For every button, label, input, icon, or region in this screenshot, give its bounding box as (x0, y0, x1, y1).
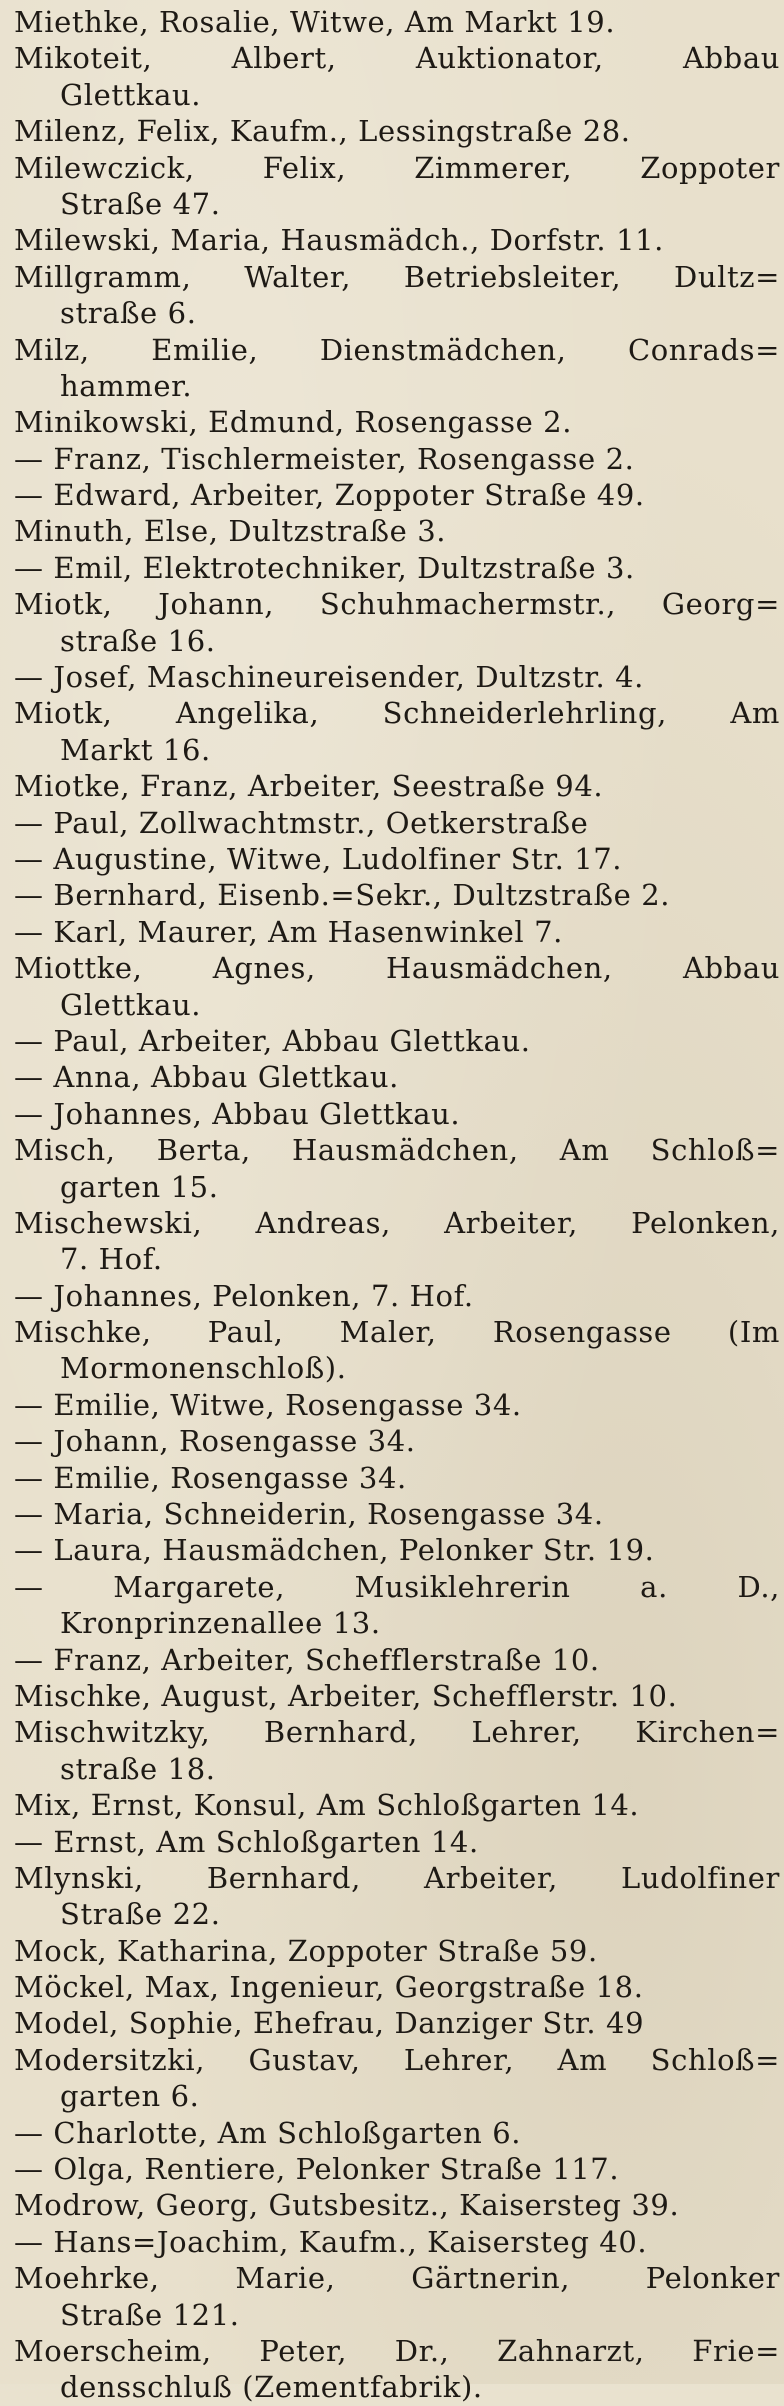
entry-line: — Paul, Zollwachtmstr., Oetkerstraße (14, 805, 589, 840)
directory-entry (14, 1787, 780, 1823)
entry-line: Modrow, Georg, Gutsbesitz., Kaisersteg 39. (14, 2188, 680, 2223)
entry-line: — Franz, Arbeiter, Schefflerstraße 10. (14, 1642, 600, 1677)
directory-entry (14, 513, 780, 549)
directory-entry (14, 1642, 780, 1678)
entry-line: — Margarete, Musiklehrerin a. D., (14, 1569, 780, 1604)
directory-entry (14, 2260, 780, 2333)
directory-entry (14, 914, 780, 950)
directory-entry (14, 1969, 780, 2005)
entry-line: — Hans=Joachim, Kaufm., Kaisersteg 40. (14, 2224, 648, 2259)
entry-line: — Josef, Maschineureisender, Dultzstr. 4. (14, 660, 644, 695)
directory-entry (14, 1423, 780, 1459)
entry-line: Model, Sophie, Ehefrau, Danziger Str. 49 (14, 2006, 645, 2041)
directory-entry (14, 1824, 780, 1860)
entry-line: — Maria, Schneiderin, Rosengasse 34. (14, 1497, 604, 1532)
entry-continuation-line: Glettkau. (60, 77, 202, 112)
entry-continuation-line: straße 18. (60, 1751, 216, 1786)
entry-line: Minuth, Else, Dultzstraße 3. (14, 514, 447, 549)
entry-line: — Franz, Tischlermeister, Rosengasse 2. (14, 441, 635, 476)
directory-entry (14, 1933, 780, 1969)
entry-continuation-line: straße 6. (60, 296, 197, 331)
entry-line: — Edward, Arbeiter, Zoppoter Straße 49. (14, 478, 645, 513)
entry-line: — Johannes, Abbau Glettkau. (14, 1096, 461, 1131)
directory-entry (14, 1059, 780, 1095)
entry-continuation-line: straße 16. (60, 623, 216, 658)
directory-entry (14, 695, 780, 768)
entry-line: Mlynski, Bernhard, Arbeiter, Ludolfiner (14, 1860, 780, 1895)
directory-entry (14, 1678, 780, 1714)
entry-line: — Johannes, Pelonken, 7. Hof. (14, 1278, 474, 1313)
directory-entry (14, 1714, 780, 1787)
directory-entry (14, 805, 780, 841)
directory-entry (14, 1314, 780, 1387)
entry-continuation-line: Mormonenschloß). (60, 1351, 347, 1386)
entry-line: Moehrke, Marie, Gärtnerin, Pelonker (14, 2261, 780, 2296)
directory-entry (14, 150, 780, 223)
entry-line: — Johann, Rosengasse 34. (14, 1424, 416, 1459)
entry-line: Miotk, Angelika, Schneiderlehrling, Am (14, 696, 780, 731)
entry-continuation-line: 7. Hof. (60, 1242, 163, 1277)
entry-line: Modersitzki, Gustav, Lehrer, Am Schloß= (14, 2042, 780, 2077)
entry-line: Milewczick, Felix, Zimmerer, Zoppoter (14, 150, 780, 185)
entry-line: Miethke, Rosalie, Witwe, Am Markt 19. (14, 5, 616, 39)
entry-continuation-line: Glettkau. (60, 987, 202, 1022)
entry-line: — Emilie, Rosengasse 34. (14, 1460, 407, 1495)
entry-line: Milenz, Felix, Kaufm., Lessingstraße 28. (14, 114, 631, 149)
directory-entry (14, 222, 780, 258)
entry-line: — Karl, Maurer, Am Hasenwinkel 7. (14, 914, 563, 949)
directory-entry (14, 40, 780, 113)
directory-entry (14, 768, 780, 804)
entry-line: — Emilie, Witwe, Rosengasse 34. (14, 1387, 522, 1422)
directory-entry (14, 2005, 780, 2041)
entry-continuation-line: hammer. (60, 368, 193, 403)
entry-continuation-line: garten 15. (60, 1169, 219, 1204)
directory-entry (14, 1023, 780, 1059)
entry-line: Mischke, August, Arbeiter, Schefflerstr. 10. (14, 1678, 678, 1713)
entry-line: Miotk, Johann, Schuhmachermstr., Georg= (14, 587, 780, 622)
directory-entry (14, 841, 780, 877)
entry-line: Mix, Ernst, Konsul, Am Schloßgarten 14. (14, 1788, 640, 1823)
entry-continuation-line: Markt 16. (60, 732, 211, 767)
entry-line: — Ernst, Am Schloßgarten 14. (14, 1824, 479, 1859)
entry-line: Mock, Katharina, Zoppoter Straße 59. (14, 1933, 598, 1968)
entry-continuation-line: garten 6. (60, 2079, 200, 2114)
entry-line: Miotke, Franz, Arbeiter, Seestraße 94. (14, 769, 604, 804)
directory-entry (14, 113, 780, 149)
directory-entry (14, 2187, 780, 2223)
directory-entry (14, 1096, 780, 1132)
directory-entry (14, 332, 780, 405)
entry-line: — Paul, Arbeiter, Abbau Glettkau. (14, 1023, 531, 1058)
directory-entry (14, 2115, 780, 2151)
entry-line: Mischewski, Andreas, Arbeiter, Pelonken, (14, 1205, 780, 1240)
directory-entry (14, 1860, 780, 1933)
entry-line: — Anna, Abbau Glettkau. (14, 1060, 399, 1095)
entry-line: — Augustine, Witwe, Ludolfiner Str. 17. (14, 841, 623, 876)
directory-entry (14, 2151, 780, 2187)
entry-line: — Olga, Rentiere, Pelonker Straße 117. (14, 2152, 620, 2187)
entry-line: — Charlotte, Am Schloßgarten 6. (14, 2115, 522, 2150)
entry-line: Millgramm, Walter, Betriebsleiter, Dultz= (14, 259, 780, 294)
directory-entry (14, 477, 780, 513)
entry-line: Milz, Emilie, Dienstmädchen, Conrads= (14, 332, 780, 367)
directory-entry (14, 586, 780, 659)
directory-entry (14, 1132, 780, 1205)
directory-entry (14, 404, 780, 440)
entry-continuation-line: Kronprinzenallee 13. (60, 1606, 381, 1641)
entry-line: — Bernhard, Eisenb.=Sekr., Dultzstraße 2. (14, 878, 671, 913)
entry-line: — Emil, Elektrotechniker, Dultzstraße 3. (14, 550, 635, 585)
entry-continuation-line: densschluß (Zementfabrik). (60, 2370, 483, 2405)
directory-entry (14, 2042, 780, 2115)
entry-continuation-line: Straße 121. (60, 2297, 240, 2332)
entry-line: Misch, Berta, Hausmädchen, Am Schloß= (14, 1133, 780, 1168)
directory-entry (14, 877, 780, 913)
directory-entry (14, 1532, 780, 1568)
directory-entry (14, 550, 780, 586)
directory-entry (14, 1205, 780, 1278)
entry-line: Möckel, Max, Ingenieur, Georgstraße 18. (14, 1970, 644, 2005)
entry-line: — Laura, Hausmädchen, Pelonker Str. 19. (14, 1533, 655, 1568)
directory-entry (14, 1387, 780, 1423)
entry-continuation-line: Straße 47. (60, 186, 221, 221)
directory-entry (14, 1278, 780, 1314)
entry-line: Mischwitzky, Bernhard, Lehrer, Kirchen= (14, 1715, 780, 1750)
directory-entry (14, 2224, 780, 2260)
entry-line: Mikoteit, Albert, Auktionator, Abbau (14, 41, 780, 76)
directory-entry (14, 4, 780, 40)
entry-continuation-line: Straße 22. (60, 1897, 221, 1932)
directory-entry (14, 1460, 780, 1496)
directory-entry (14, 1496, 780, 1532)
entry-line: Mischke, Paul, Maler, Rosengasse (Im (14, 1315, 780, 1350)
directory-entry (14, 2333, 780, 2406)
directory-entry (14, 1569, 780, 1642)
directory-entry (14, 659, 780, 695)
entry-line: Moerscheim, Peter, Dr., Zahnarzt, Frie= (14, 2334, 780, 2368)
entry-line: Minikowski, Edmund, Rosengasse 2. (14, 405, 573, 440)
directory-entry (14, 441, 780, 477)
directory-entry (14, 950, 780, 1023)
entry-line: Miottke, Agnes, Hausmädchen, Abbau (14, 951, 780, 986)
directory-column (14, 4, 780, 2406)
directory-entry (14, 259, 780, 332)
entry-line: Milewski, Maria, Hausmädch., Dorfstr. 11. (14, 223, 664, 258)
